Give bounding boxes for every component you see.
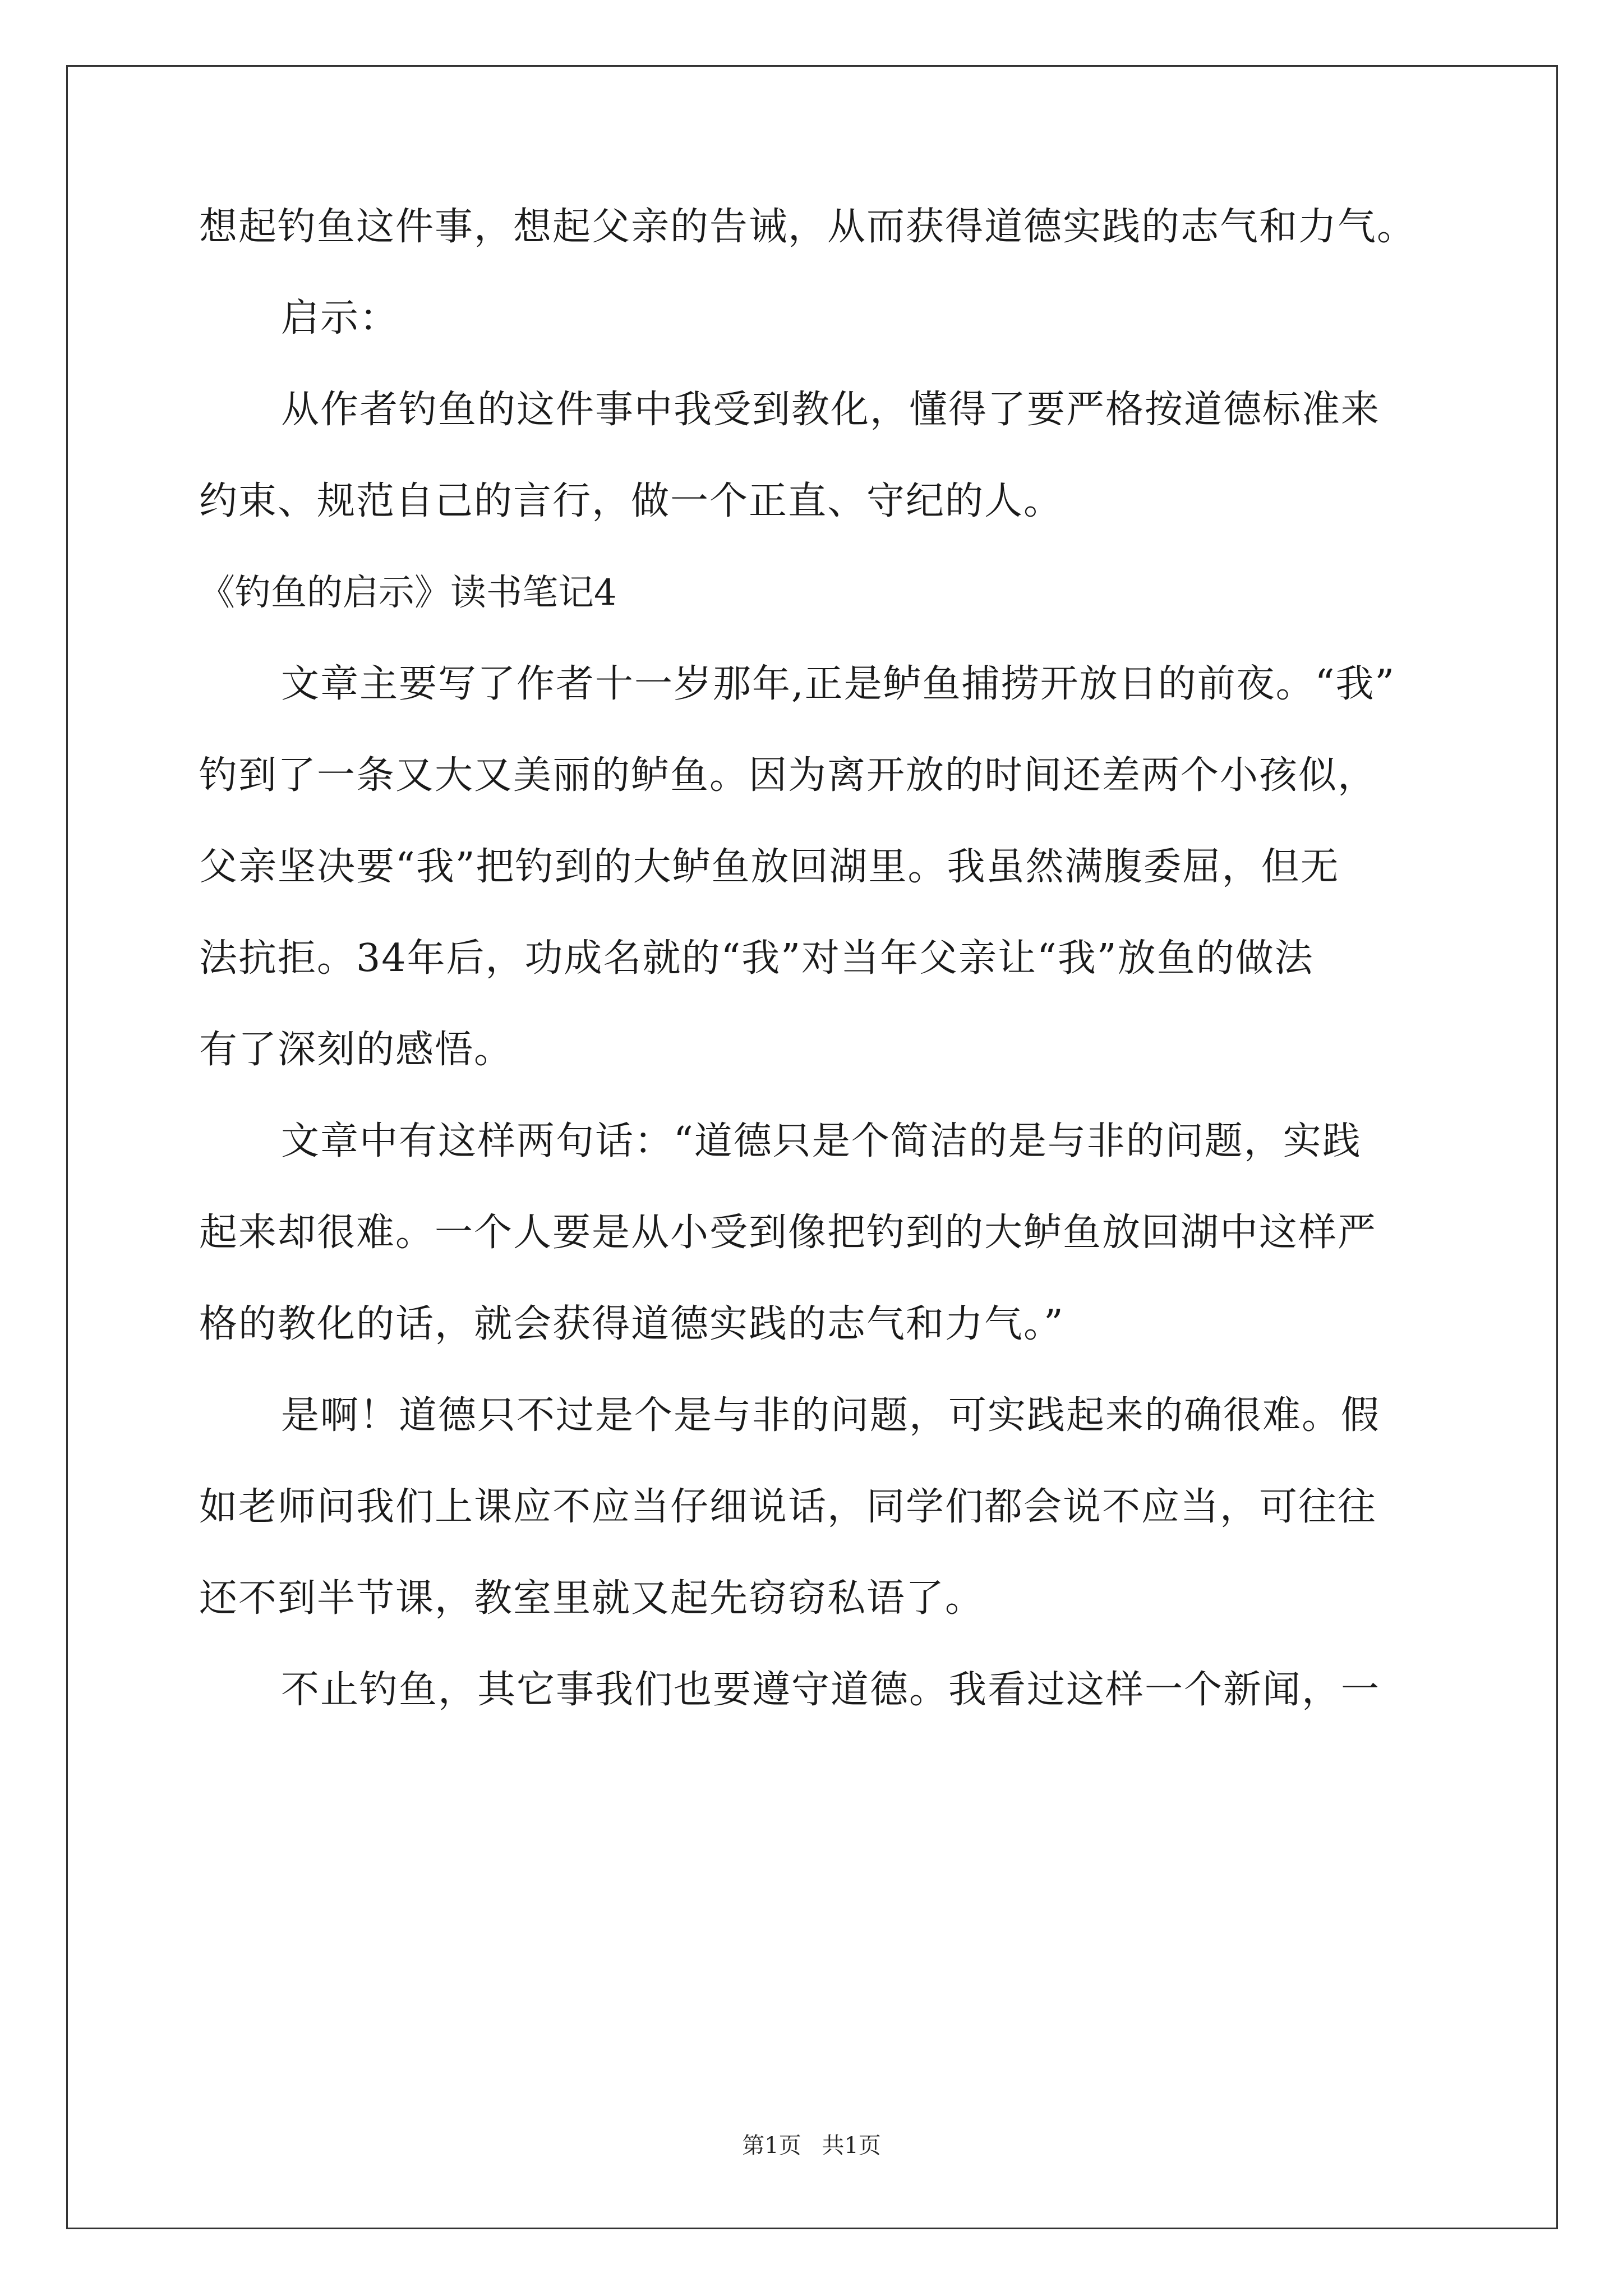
paragraph-line: 钓到了一条又大又美丽的鲈鱼。因为离开放的时间还差两个小孩似，: [199, 753, 1377, 798]
page-footer: [0, 2132, 1623, 2160]
page-total: 共1页: [822, 2133, 881, 2159]
paragraph-line: 想起钓鱼这件事，想起父亲的告诫，从而获得道德实践的志气和力气。: [199, 205, 1417, 249]
paragraph-line: 还不到半节课，教室里就又起先窃窃私语了。: [199, 1576, 985, 1621]
paragraph-line: 不止钓鱼，其它事我们也要遵守道德。我看过这样一个新闻，一: [281, 1668, 1381, 1712]
paragraph-line: 约束、规范自己的言行，做一个正直、守纪的人。: [199, 479, 1063, 523]
paragraph-line: 格的教化的话，就会获得道德实践的志气和力气。”: [199, 1302, 1064, 1346]
paragraph-line: 法抗拒。34年后，功成名就的“我”对当年父亲让“我”放鱼的做法: [199, 936, 1314, 981]
section-heading: 《钓鱼的启示》读书笔记4: [199, 572, 617, 614]
paragraph-line: 起来却很难。一个人要是从小受到像把钓到的大鲈鱼放回湖中这样严: [199, 1211, 1377, 1255]
paragraph-line: 是啊！道德只不过是个是与非的问题，可实践起来的确很难。假: [281, 1393, 1381, 1438]
page-number: 第1页: [742, 2133, 801, 2159]
paragraph-line: 启示：: [281, 296, 399, 341]
paragraph-line: 父亲坚决要“我”把钓到的大鲈鱼放回湖里。我虽然满腹委屈，但无: [199, 845, 1340, 889]
paragraph-line: 如老师问我们上课应不应当仔细说话，同学们都会说不应当，可往往: [199, 1485, 1377, 1529]
paragraph-line: 文章中有这样两句话：“道德只是个简洁的是与非的问题，实践: [281, 1119, 1362, 1163]
paragraph-line: 有了深刻的感悟。: [199, 1028, 514, 1072]
paragraph-line: 从作者钓鱼的这件事中我受到教化，懂得了要严格按道德标准来: [281, 388, 1381, 432]
paragraph-line: 文章主要写了作者十一岁那年,正是鲈鱼捕捞开放日的前夜。“我”: [281, 662, 1396, 706]
